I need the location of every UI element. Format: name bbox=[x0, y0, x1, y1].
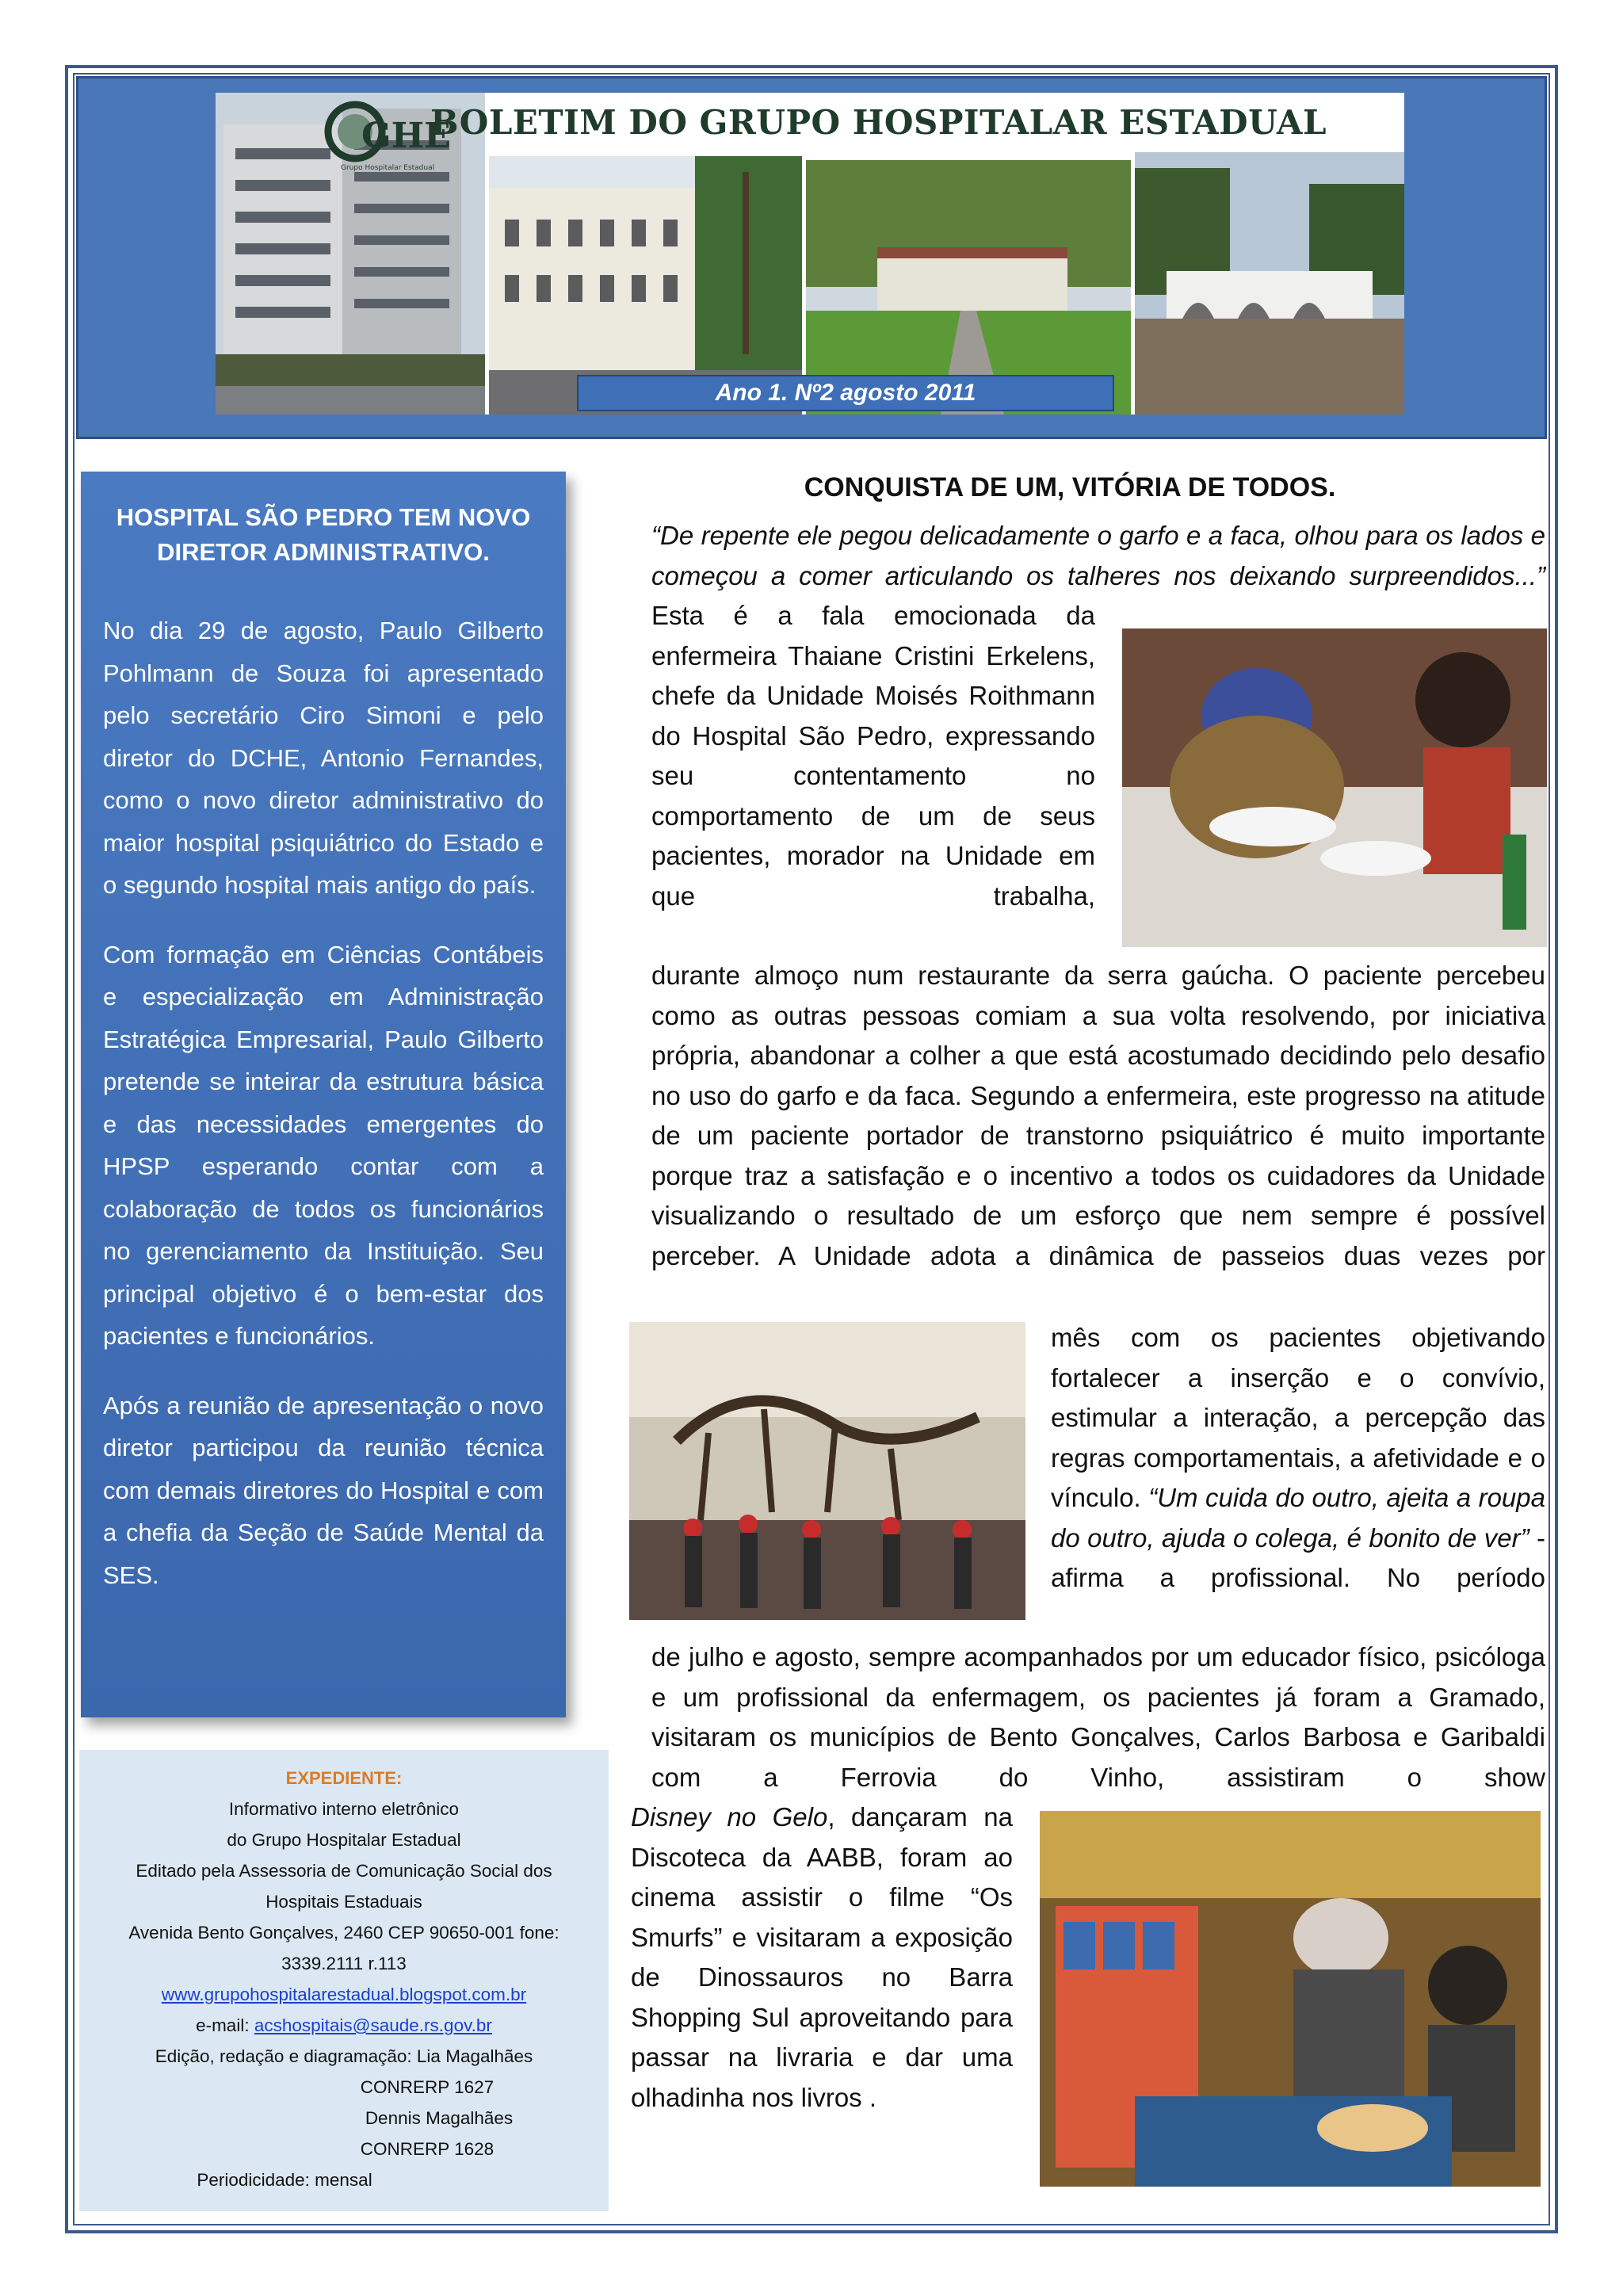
left-article-paragraph-1: No dia 29 de agosto, Paulo Gilberto Pohlmann de Souza foi apresentado pelo secretário Ciro Simoni e pelo diretor do DCHE, Antonio Fernandes, como o novo diretor administrativo do maior hospital psiquiátrico do Estado e o segundo hospital mais antigo do país. bbox=[103, 617, 544, 899]
website-link[interactable]: www.grupohospitalarestadual.blogspot.com.br bbox=[161, 1985, 527, 2004]
block3-post: - afirma a profissional. No período bbox=[1051, 1522, 1545, 1592]
expediente-box bbox=[79, 1750, 609, 2211]
left-article-title: HOSPITAL SÃO PEDRO TEM NOVO DIRETOR ADMINISTRATIVO. bbox=[116, 503, 531, 566]
right-article-title: CONQUISTA DE UM, VITÓRIA DE TODOS. bbox=[804, 472, 1336, 502]
credits-line-2: CONRERP 1627 bbox=[360, 2077, 495, 2097]
issue-label: Ano 1. Nº2 agosto 2011 bbox=[577, 375, 1114, 411]
email-label: e-mail: bbox=[196, 2015, 250, 2035]
intro-quote: “De repente ele pegou delicadamente o garfo e a faca, olhou para os lados e começou a comer articulando os talheres nos deixando surpreendidos...” bbox=[651, 521, 1545, 590]
expediente-line-1: Informativo interno eletrônico bbox=[228, 1799, 460, 1819]
article-block-2 bbox=[651, 956, 1545, 1276]
dinosaur-exhibition-photo bbox=[629, 1322, 1025, 1620]
email-link[interactable]: acshospitais@saude.rs.gov.br bbox=[254, 2015, 492, 2035]
article-block-5 bbox=[631, 1797, 1013, 2118]
entrance-gate-photo bbox=[1135, 152, 1404, 415]
block1-text: Esta é a fala emocionada da enfermeira Thaiane Cristini Erkelens, chefe da Unidade Moisés Roithmann do Hospital São Pedro, expressando seu contentamento no comportamento de um de seus pacientes, morador na Unidade em que trabalha, bbox=[651, 601, 1095, 911]
expediente-line-3: Editado pela Assessoria de Comunicação Social dos Hospitais Estaduais bbox=[136, 1861, 552, 1912]
block5-italic: Disney no Gelo bbox=[631, 1802, 828, 1832]
article-block-1 bbox=[651, 596, 1095, 916]
block5-rest: , dançaram na Discoteca da AABB, foram ao cinema assistir o filme “Os Smurfs” e visitaram a exposição de Dinossauros no Barra Shopping Sul aproveitando para passar na livraria e dar uma olhadinha nos livros . bbox=[631, 1802, 1013, 2112]
newsletter-title: BOLETIM DO GRUPO HOSPITALAR ESTADUAL bbox=[430, 103, 1327, 142]
left-article-paragraph-3: Após a reunião de apresentação o novo diretor participou da reunião técnica com demais diretores do Hospital e com a chefia da Seção de Saúde Mental da SES. bbox=[103, 1391, 544, 1589]
restaurant-meal-photo bbox=[1122, 628, 1547, 947]
logo-caption: Grupo Hospitalar Estadual bbox=[341, 164, 435, 172]
left-article-paragraph-2: Com formação em Ciências Contábeis e especialização em Administração Estratégica Empresarial, Paulo Gilberto pretende se inteirar da estrutura básica e das necessidades emergentes do HPSP esperando contar com a colaboração de todos os funcionários no gerenciamento da Instituição. Seu principal objetivo é o bem-estar dos pacientes e funcionários. bbox=[103, 940, 544, 1350]
block2-text: durante almoço num restaurante da serra gaúcha. O paciente percebeu como as outras pessoas comiam a sua volta resolvendo, por iniciativa própria, abandonar a colher a que está acostumado decidindo pelo desafio no uso do garfo e da faca. Segundo a enfermeira, este progresso na atitude de um paciente portador de transtorno psiquiátrico é muito importante porque traz a satisfação e o incentivo a todos os cuidadores da Unidade visualizando o resultado de um esforço que nem sempre é possível perceber. A Unidade adota a dinâmica de passeios duas vezes por bbox=[651, 961, 1545, 1270]
article-block-4 bbox=[651, 1637, 1545, 1797]
block3-quote: “Um cuida do outro, ajeita a roupa do outro, ajuda o colega, é bonito de ver” bbox=[1051, 1483, 1545, 1553]
credits-line-3: Dennis Magalhães bbox=[365, 2108, 514, 2128]
periodicity: Periodicidade: mensal bbox=[197, 2170, 372, 2190]
credits-line-4: CONRERP 1628 bbox=[360, 2139, 495, 2159]
credits-line-1: Edição, redação e diagramação: Lia Magalhães bbox=[155, 2046, 533, 2066]
left-article-box bbox=[81, 472, 566, 1717]
ghe-logo-icon bbox=[317, 94, 451, 173]
expediente-line-2: do Grupo Hospitalar Estadual bbox=[227, 1830, 461, 1850]
bookstore-photo bbox=[1040, 1811, 1541, 2187]
expediente-title: EXPEDIENTE: bbox=[285, 1768, 403, 1788]
expediente-line-4: Avenida Bento Gonçalves, 2460 CEP 90650-001 fone: 3339.2111 r.113 bbox=[128, 1923, 559, 1973]
logo-text: GHE bbox=[361, 116, 451, 156]
block4-text: de julho e agosto, sempre acompanhados por um educador físico, psicóloga e um profissional da enfermagem, os pacientes já foram a Gramado, visitaram os municípios de Bento Gonçalves, Carlos Barbosa e Garibaldi com a Ferrovia do Vinho, assistiram o show bbox=[651, 1642, 1545, 1792]
article-block-3 bbox=[1051, 1318, 1545, 1599]
article-intro bbox=[651, 516, 1545, 596]
block3-pre: mês com os pacientes objetivando fortalecer a inserção e o convívio, estimular a interação, a percepção das regras comportamentais, a afetividade e o vínculo. bbox=[1051, 1323, 1545, 1512]
